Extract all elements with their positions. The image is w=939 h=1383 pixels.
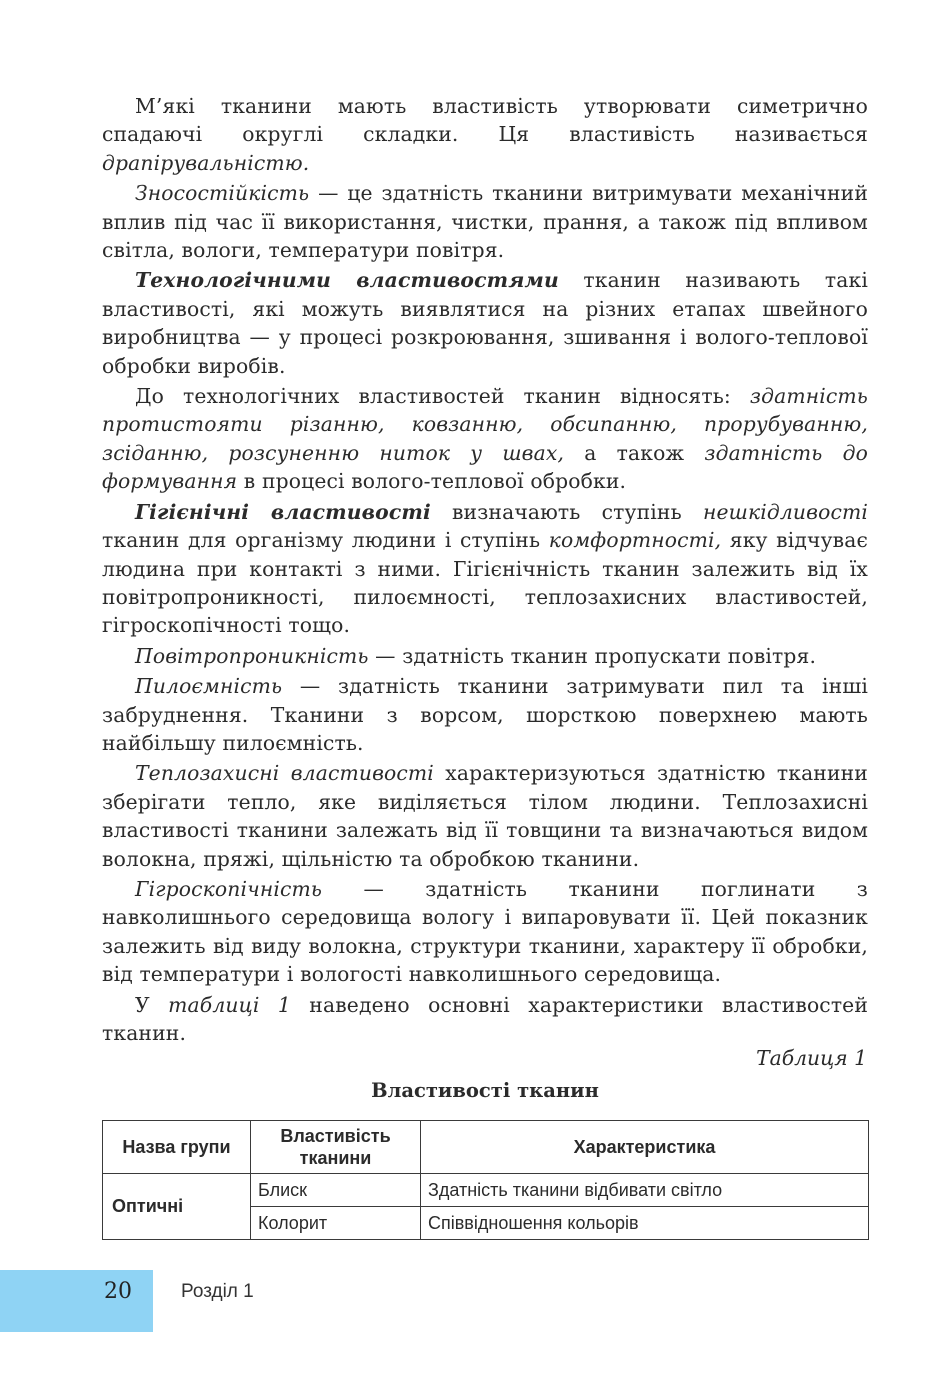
bold-italic-term: Гігієнічні властивості bbox=[135, 499, 431, 524]
paragraph bbox=[102, 875, 868, 989]
body-text bbox=[102, 92, 868, 1047]
text-run: тканин називають такі властивості, які можуть виявлятися на різних етапах швейного виробництва — у процесі розкроювання, зшивання і волого-теплової обробки виробів. bbox=[102, 268, 868, 378]
header-property: Властивість тканини bbox=[251, 1121, 421, 1174]
paragraph bbox=[102, 382, 868, 496]
italic-term: таблиці 1 bbox=[168, 992, 291, 1017]
paragraph bbox=[102, 498, 868, 640]
table-title: Властивості тканин bbox=[371, 1079, 599, 1102]
text-run: а також bbox=[564, 440, 705, 465]
text-run: в процесі волого-теплової обробки. bbox=[237, 469, 627, 494]
text-run: М’які тканини мають властивість утворювати симетрично спадаючі округлі складки. Ця властивість називається bbox=[102, 94, 868, 147]
paragraph bbox=[102, 179, 868, 264]
italic-term: здатність протистояти різанню, ковзанню, обсипанню, прорубуванню, зсіданню, розсуненню ниток у швах, bbox=[102, 384, 868, 465]
text-run: визначають ступінь bbox=[430, 499, 703, 524]
table-caption-label: Таблиця 1 bbox=[756, 1046, 867, 1070]
italic-term: драпірувальністю. bbox=[102, 150, 310, 175]
paragraph bbox=[102, 991, 868, 1048]
italic-term: комфортності, bbox=[548, 528, 722, 553]
text-run: тканин для організму людини і ступінь bbox=[102, 528, 549, 553]
italic-term: Пилоємність bbox=[135, 674, 283, 699]
text-run: До технологічних властивостей тканин відносять: bbox=[135, 384, 750, 409]
paragraph bbox=[102, 672, 868, 757]
text-run: У bbox=[135, 992, 169, 1017]
table-header-row bbox=[103, 1121, 869, 1174]
paragraph bbox=[102, 266, 868, 380]
text-run: — здатність тканини поглинати з навколишнього середовища вологу і випаровувати її. Цей показник залежить від виду волокна, структури тканини, характеру її обробки, від температури і вологості навколишнього середовища. bbox=[102, 876, 868, 987]
italic-term: Зносостійкість bbox=[135, 181, 310, 206]
bold-italic-term: Технологічними властивостями bbox=[135, 268, 559, 293]
paragraph bbox=[102, 759, 868, 873]
paragraph bbox=[102, 642, 868, 670]
italic-term: нешкідливості bbox=[702, 499, 868, 524]
italic-term: Гігроскопічність bbox=[135, 876, 323, 901]
table-row bbox=[103, 1174, 869, 1207]
property-cell: Колорит bbox=[251, 1207, 421, 1240]
text-run: — здатність тканини затримувати пил та інші забруднення. Тканини з ворсом, шорсткою поверхнею мають найбільшу пилоємність. bbox=[102, 674, 868, 755]
italic-term: Теплозахисні властивості bbox=[135, 761, 434, 786]
characteristic-cell: Співвідношення кольорів bbox=[421, 1207, 869, 1240]
group-cell: Оптичні bbox=[103, 1174, 251, 1240]
header-characteristic: Характеристика bbox=[421, 1121, 869, 1174]
text-run: — здатність тканин пропускати повітря. bbox=[368, 643, 817, 668]
characteristic-cell: Здатність тканини відбивати світло bbox=[421, 1174, 869, 1207]
text-run: наведено основні характеристики властивостей тканин. bbox=[102, 992, 869, 1045]
header-group-name: Назва групи bbox=[103, 1121, 251, 1174]
properties-table bbox=[102, 1120, 869, 1240]
text-run: характеризуються здатністю тканини зберігати тепло, яке виділяється тілом людини. Теплозахисні властивості тканини залежать від її товщини та визначаються видом волокна, пряжі, щільністю та обробкою тканини. bbox=[102, 761, 868, 871]
property-cell: Блиск bbox=[251, 1174, 421, 1207]
section-label: Розділ 1 bbox=[181, 1281, 254, 1302]
paragraph bbox=[102, 92, 868, 177]
text-run: яку відчуває людина при контакті з ними. Гігієнічність тканин залежить від їх повітропроникності, пилоємності, теплозахисних властивостей, гігроскопічності тощо. bbox=[102, 528, 868, 638]
text-run: — це здатність тканини витримувати механічний вплив під час її використання, чистки, прання, а також під впливом світла, вологи, температури повітря. bbox=[102, 181, 868, 263]
italic-term: Повітропроникність bbox=[135, 643, 369, 668]
page-number: 20 bbox=[104, 1279, 132, 1304]
italic-term: здатність до формування bbox=[102, 440, 868, 494]
